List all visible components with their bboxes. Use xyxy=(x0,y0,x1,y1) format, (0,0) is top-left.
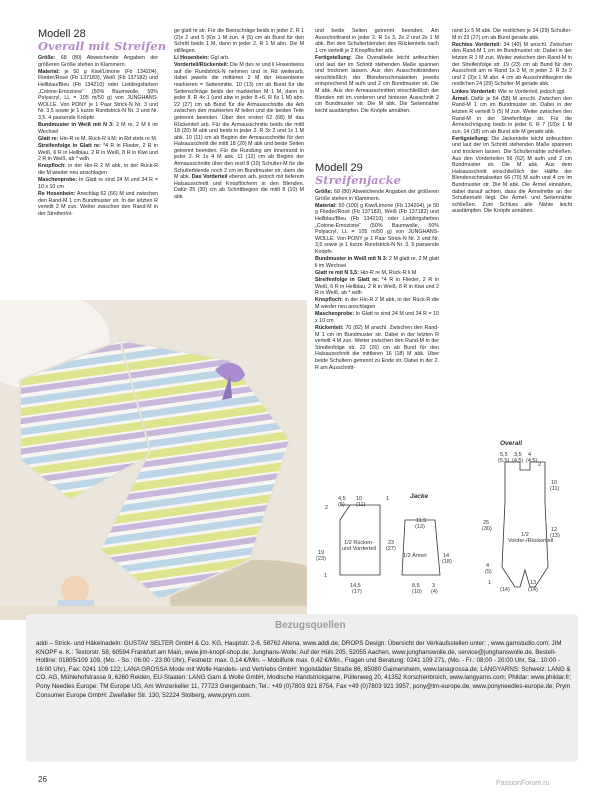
model28-knopf: in der Hin-R 2 M abk, in der Rück-R die M wieder neu anschlagen xyxy=(38,163,158,177)
model28-glatt-label: Glatt re: xyxy=(38,135,59,142)
model28-masche-label: Maschenprobe: xyxy=(38,177,78,184)
col3-fertig: Die Overallteile leicht anfeuchten und laut der im Schnitt stehenden Maße spannen und trocknen lassen. Aus den Ausschnitträndern einschließlich der Blendenschmalseiten jeweils entsprechend M aufn und 2 cm Bundmuster str. Die M abk. Aus den Armausschnitten einschließlich der Blenden mit im vorderen und hinteren Ausschnitt 2 cm Bundmuster str. Die M abk. Die Seitennähte leicht ausdämpfen. Die Knöpfe annähen. xyxy=(315,54,439,114)
model28-title: Overall mit Streifen xyxy=(38,39,167,53)
schema-jacke-dim-18: (4) xyxy=(431,589,438,595)
schema-jacke-dim-16: (10) xyxy=(412,589,422,595)
model28-material-label: Material: xyxy=(38,68,60,75)
model29-glatt: Hin-R re M, Rück-R li M xyxy=(360,269,417,276)
model29-bund-label: Bundmuster in Weiß mit N 3: xyxy=(315,256,388,263)
col4-rechtes: 34 (40) M anschl. Zwischen den Rand-M 1 cm im Bundmuster str. Dabei in der letzten R 1 M zun. Weiter zwischen den Rand-M in der Streifenfolge str. 19 (23) cm ab Bund für den Ausschnitt am re Rand 1x 3 M, in jeder 2. R 3x 2 und 2 (3)x 1 M abn. 4 cm ab Ausschnittbeginn die restlichen 24 (29) Schulter-M gerade abk. xyxy=(452,41,572,88)
garment-photo-illustration xyxy=(0,300,307,620)
schema-overall-dim-7: 10 xyxy=(551,480,558,486)
schema-overall-dim-1: (5,5) xyxy=(498,458,510,464)
model28-number: Modell 28 xyxy=(38,28,86,40)
col3-fertig-label: Fertigstellung: xyxy=(315,54,352,61)
model29-knopf-label: Knopfloch: xyxy=(315,297,343,304)
schema-overall-dim-10: (30) xyxy=(482,526,492,532)
sources-text: addi – Strick- und Häkelnadeln: GUSTAV SELTER GmbH & Co. KG, Hauptstr. 2-6, 58762 Altena, www.addi.de; DROPS Design: Übersicht der Verkaufsstellen unter: , www.garnstudio.com; JIM KNOPF e. K.: Textorstr. 58, 60594 Frankfurt am Main, www.jim-knopf-shop.de; Junghans-Wolle: Auf der Hüls 205, 52055 Aachen, www.junghanswolle.de, service@junghanswolle.de, Bestell-Hotline: 01805/109 109, (Mo. - So.: 06:00 - 23:00 Uhr), Festnetz: max. 0,14 €/Min. – Mobilfunk max. 0,42 €/Min., Fragen und Beratung: 0241 109 271, (Mo. - Fr.: 08:00 - 20:00 Uhr, Sa.: 10:00 - 16:00 Uhr), Fax: 0241 109 122; LANA GROSSA Mode mit Wolle Handels- und Vertriebs GmbH: Ingolstädter Straße 86, 85080 Gaimersheim, www.lanagrossa.de; LANGYARNS: Schweiz: LANG & CO. AG, Mühlehofstrasse 9, 6260 Reiden, EU-Staaten: LANG Garn & Wolle GmbH, Modische Handstrickgarne, Püllenweg 20, 41352 Korschenbroich, www.langyarns.com; Phildar: www.phildar.fr; Pony Needles Europe: TM Europe UG, Am Winzerkeller 11, 77723 Gengenbach, Tel.: +49 (0)7803 921 8754, Fax +49 (0)7803 921 3957, pony@tm-europe.de, www.ponyneedles-europe.de; Prym Consumer Europe GmbH: Zweifaller Str. 130, 52224 Stolberg, www.prym.com. xyxy=(36,640,572,699)
model29-continued-column xyxy=(452,28,572,216)
watermark: PassionForum.ru xyxy=(496,780,550,787)
schema-overall-dim-12: (13) xyxy=(550,533,560,539)
schema-overall-dim-15: 1 xyxy=(488,580,492,586)
model28-end-column xyxy=(315,28,439,115)
schema-overall-dim-8: (11) xyxy=(550,486,560,492)
schema-jacke-dim-14: (18) xyxy=(442,559,452,565)
schema-overall-dim-9: 25 xyxy=(483,520,490,526)
schema-jacke-dim-6: 19 xyxy=(318,550,325,556)
schema-jacke-dim-0: 4,5 xyxy=(338,496,346,502)
schema-overall-dim-2: 3,5 xyxy=(514,452,522,458)
col2-li: Ggl arb. xyxy=(210,54,230,61)
model29-size-note: Abweichende Angaben der größeren Größe stehen in Klammern. xyxy=(315,189,439,202)
schema-jacke-sleeve-label: 1/2 Ärmel xyxy=(403,553,427,559)
model29-streifen-label: Streifenfolge in Glatt re: xyxy=(315,277,379,284)
schema-overall-dim-17: (14) xyxy=(528,587,538,593)
col2-para1: ge glatt re str. Für die Beinschräge beids in jeder 2. R 1 (2)x 2 und 5 (6)x 1 M zun. 4 (5) cm ab Bund für den Schritt beids 1 M, dann in jeder 2. R 1 M abn. Die M stilllegen. xyxy=(174,28,304,54)
model28-re-hosen: Anschlag 62 (66) M und zwischen den Rand-M 1 cm Bundmuster str. In der letzten R verteilt 2 M zun. Weiter zwischen den Rand-M in der Streifenfol- xyxy=(38,191,158,217)
schema-jacke-dim-1: (5) xyxy=(338,502,345,508)
col3-para1: und beide Seiten getrennt beenden. Am Ausschnittrand in jeder 2. R 1x 3, 2x 2 und 2x 1 M abk. Bei den Schulterblenden des Rückenteils nach 1 cm verteilt je 2 Knopflöcher arb. xyxy=(315,28,439,54)
model28-knopf-label: Knopfloch: xyxy=(38,163,66,170)
model28-size: 68 (80) xyxy=(60,55,82,61)
schema-jacke-dim-9: 14,5 xyxy=(350,583,361,589)
col4-linkes-label: Linkes Vorderteil: xyxy=(452,88,497,95)
col4-aermel: Dafür je 54 (58) M anschl. Zwischen den Rand-M 1 cm im Bundmuster str. Dabei in der letzten R verteilt 5 (5) M zun. Weiter zwischen den Rand-M in der Streifenfolge str. Für die Ärmelschrägung beids in jeder 6. R 7 (10)x 1 M zun. 14 (18) cm ab Bund alle M gerade abk. xyxy=(452,95,572,135)
schema-jacke-dim-8: 1 xyxy=(324,573,328,579)
schema-jacke-dim-15: 8,5 xyxy=(412,583,420,589)
model28-bund: 2 M re, 2 M li im Wechsel xyxy=(38,122,158,135)
model28-size-label: Größe: xyxy=(38,55,56,61)
schema-jacke-dim-11: 11,5 xyxy=(416,518,427,524)
schema-overall-dim-6: 2 xyxy=(538,462,542,468)
col2-vorder2: ebenso arb, jedoch mit tieferem Halsausschnitt und Knopflöchern in den Blenden. Dafür 25 (30) cm ab Schrittbeginn die mittl 8 (10) M abk xyxy=(174,174,304,201)
schema-overall-label: Overall xyxy=(500,440,523,447)
model28-bund-label: Bundmuster in Weiß mit N 3: xyxy=(38,122,114,129)
schema-jacke-dim-20: 1 xyxy=(386,496,390,502)
garment-photo xyxy=(0,300,307,620)
sources-title: Bezugsquellen xyxy=(275,620,346,631)
schema-jacke-dim-2: 10 xyxy=(356,496,363,502)
model28-column xyxy=(38,28,167,218)
model29-streifen: *4 R in Flieder, 2 R in Weiß, 6 R in Hellblau, 2 R in Weiß, 8 R in Kiwi und 2 R in Weiß, ab * wdh xyxy=(315,277,439,297)
schema-jacke-dim-10: (17) xyxy=(352,589,362,595)
col2-vorder: Die M des re und li Hosenbeins auf die Rundstrick-N nehmen und in Rd weiterarb, dabei jeweils die mittleren 2 M der Hosenbeine markieren = Seitenmitte. 10 (13) cm ab Bund für die Seitenschräge beids der markierten M 1 M, dann in jeder 8. R 4x 1 (und abw in jeder 8.+6. R 6x 1 M) abn. 22 (27) cm ab Bund für die Armausschnitte die Arb zwischen den markierten M teilen und die beiden Teile getrennt beenden. Über den ersten 62 (68) M das Rückenteil arb. Für die Armausschnitte beids die mittl 18 (20) M abk und beids in jeder 2. R 3x 2 und 1x 1 M abk. 10 (11) cm ab Beginn der Armausschnitte für den Halsausschnitt die mittl 18 (20) M abk und beide Seiten getrennt beenden. Für die Rundung am Innenrand in jeder 2. R 1x 4 M abk. 11 (12) cm ab Beginn der Armausschnitte über den restl 8 (10) Schulter-M für die Schulterblende noch 2 cm im Bundmuster str, dann die M abk. xyxy=(174,62,304,181)
model28-glatt: Hin-R re M, Rück-R li M; in Rd stets re M. xyxy=(59,135,158,142)
model29-bund: 2 M glatt re, 2 M glatt li im Wechsel xyxy=(315,256,439,269)
schema-overall-dim-18: (14) xyxy=(500,587,510,593)
schema-jacke-dim-12: (13) xyxy=(415,524,425,530)
schema-overall-dim-4: (4,5) xyxy=(512,458,524,464)
model28-streifen: *4 R in Flieder, 2 R in Weiß, 6 R in Hellblau, 2 R in Weiß, 8 R in Kiwi und 2 R in Weiß, ab * wdh xyxy=(38,143,158,163)
model29-glatt-label: Glatt re mit N 3,5: xyxy=(315,269,359,276)
model28-re-hosen-label: Re Hosenbein: xyxy=(38,191,76,198)
schema-overall-dim-11: 12 xyxy=(551,527,558,533)
model29-material-label: Material: xyxy=(315,202,337,209)
schema-jacke-dim-13: 14 xyxy=(443,553,450,559)
col4-fertig: Die Jackenteile leicht anfeuchten und laut der im Schnitt stehenden Maße spannen und trocknen lassen. Die Schulternähte schließen. Aus den Vorderteilen 56 (62) M aufn und 2 cm Bundmuster str. Die M abk. Aus dem Halsausschnitt einschließlich der Hälfte der Blendenschmalseiten 66 (70) M aufn und 4 cm im Bundmuster str. Die M abk. Die Ärmel einnähen, dabei darauf achten, dass die Ärmelmitte an der Schulternaht liegt. Die Ärmel- und Seitennähte schließen. Zum Schluss alle Nähte leicht ausdämpfen. Die Knöpfe annähen. xyxy=(452,135,572,215)
model29-masche: In Glatt re sind 24 M und 34 R = 10 x 10 cm xyxy=(315,311,439,324)
model29-ruecken-label: Rückenteil: xyxy=(315,325,344,332)
schema-jacke-dim-3: (11) xyxy=(356,502,366,508)
model28-material: je 50 g Kiwi/Limone (Fb 134204), Flieder/Rosé (Fb 137183), Weiß (Fb 137182) und Hellblau/Bleu (Fb 134210) oder Lieblingsfarben „Cotone-Emozione“ (50% Baumwolle, 50% Polyacryl, LL = 105 m/50 g) von JUNGHANS-WOLLE. Von PONY je 1 Paar Strick-N Nr. 3 und Nr. 3,5 sowie je 1 kurze Rundstrick-N Nr. 3 und Nr. 3,5. 4 passende Knöpfe. xyxy=(38,68,158,121)
model29-masche-label: Maschenprobe: xyxy=(315,311,355,318)
schema-overall-dim-3: 4 xyxy=(528,452,532,458)
schema-jacke-dim-17: 3 xyxy=(432,583,436,589)
model29-material: 50 (100) g Kiwi/Limone (Fb 134204), je 50 g Flieder/Rosé (Fb 137183), Weiß (Fb 137182) und Hellblau/Bleu (Fb 134210) oder Lieblingsfarben „Cotone-Emozione“ (50% Baumwolle, 50% Polyacryl, LL = 105 m/50 g) von JUNGHANS-WOLLE. Von PONY je 1 Paar Strick-N Nr. 3 und Nr. 3,5 sowie je 1 kurze Rundstrick-N Nr. 3. 5 passende Knöpfe. xyxy=(315,202,439,255)
schema-overall-dim-0: 5,5 xyxy=(500,452,508,458)
schema-overall-front-label: 1/2 Vorder-/Rückenteil xyxy=(508,532,554,544)
model29-column xyxy=(315,162,439,372)
col4-aermel-label: Ärmel: xyxy=(452,95,469,102)
schema-jacke-label: Jacke xyxy=(410,493,429,500)
page-number: 26 xyxy=(38,775,47,784)
schema-jacke-dim-4: 23 xyxy=(388,540,395,546)
col4-linkes: Wie re Vorderteil, jedoch ggl. xyxy=(497,88,566,95)
model29-ruecken: 70 (82) M anschl. Zwischen den Rand-M 1 cm im Bundmuster str. Dabei in der letzten R verteilt 4 M zun. Weiter zwischen den Rand-M in der Streifenfolge str. 22 (26) cm ab Bund für den Halsausschnitt die mittleren 16 (18) M abk. Über beide Schultern getrennt zu Ende str. Dabei in der 2. R am Ausschnitt- xyxy=(315,325,439,371)
col2-vorder2-label: Das Vorderteil xyxy=(191,174,228,181)
col4-rechtes-label: Rechtes Vorderteil: xyxy=(452,41,502,48)
schema-overall-dim-5: (4,5) xyxy=(526,458,538,464)
model29-knopf: in der Hin-R 2 M abk, in der Rück-R die M wieder neu anschlagen xyxy=(315,297,439,311)
schema-jacke-dim-19: 2 xyxy=(325,505,329,511)
schema-overall-dim-16: 13 xyxy=(530,580,537,586)
model29-number: Modell 29 xyxy=(315,162,363,174)
model28-masche: In Glatt re sind 24 M und 34 R = 10 x 10 cm xyxy=(38,177,158,190)
schema-jacke-dim-5: (27) xyxy=(386,546,396,552)
col2-vorder-label: Vorderteil/Rückenteil: xyxy=(174,62,229,69)
model29-size: 68 (80) xyxy=(334,189,351,195)
col4-fertig-label: Fertigstellung: xyxy=(452,135,489,142)
schema-overall-dim-14: (5) xyxy=(485,569,492,575)
model29-size-label: Größe: xyxy=(315,189,333,195)
schema-jacke-back-label: 1/2 Rücken- und Vorderteil xyxy=(342,540,376,552)
schema-overall-dim-13: 4 xyxy=(486,563,490,569)
model28-continued-column xyxy=(174,28,304,201)
col2-li-label: Li Hosenbein: xyxy=(174,54,210,61)
schema-jacke-dim-7: (23) xyxy=(316,556,326,562)
col4-para1: rand 1x 5 M abk. Die restlichen je 24 (29) Schulter-M in 23 (27) cm ab Bund gerade abk. xyxy=(452,28,572,41)
model28-size-note: Abweichende Angaben der größeren Größe stehen in Klammern. xyxy=(38,55,158,68)
model29-title: Streifenjacke xyxy=(315,173,401,187)
model28-streifen-label: Streifenfolge in Glatt re: xyxy=(38,143,101,150)
